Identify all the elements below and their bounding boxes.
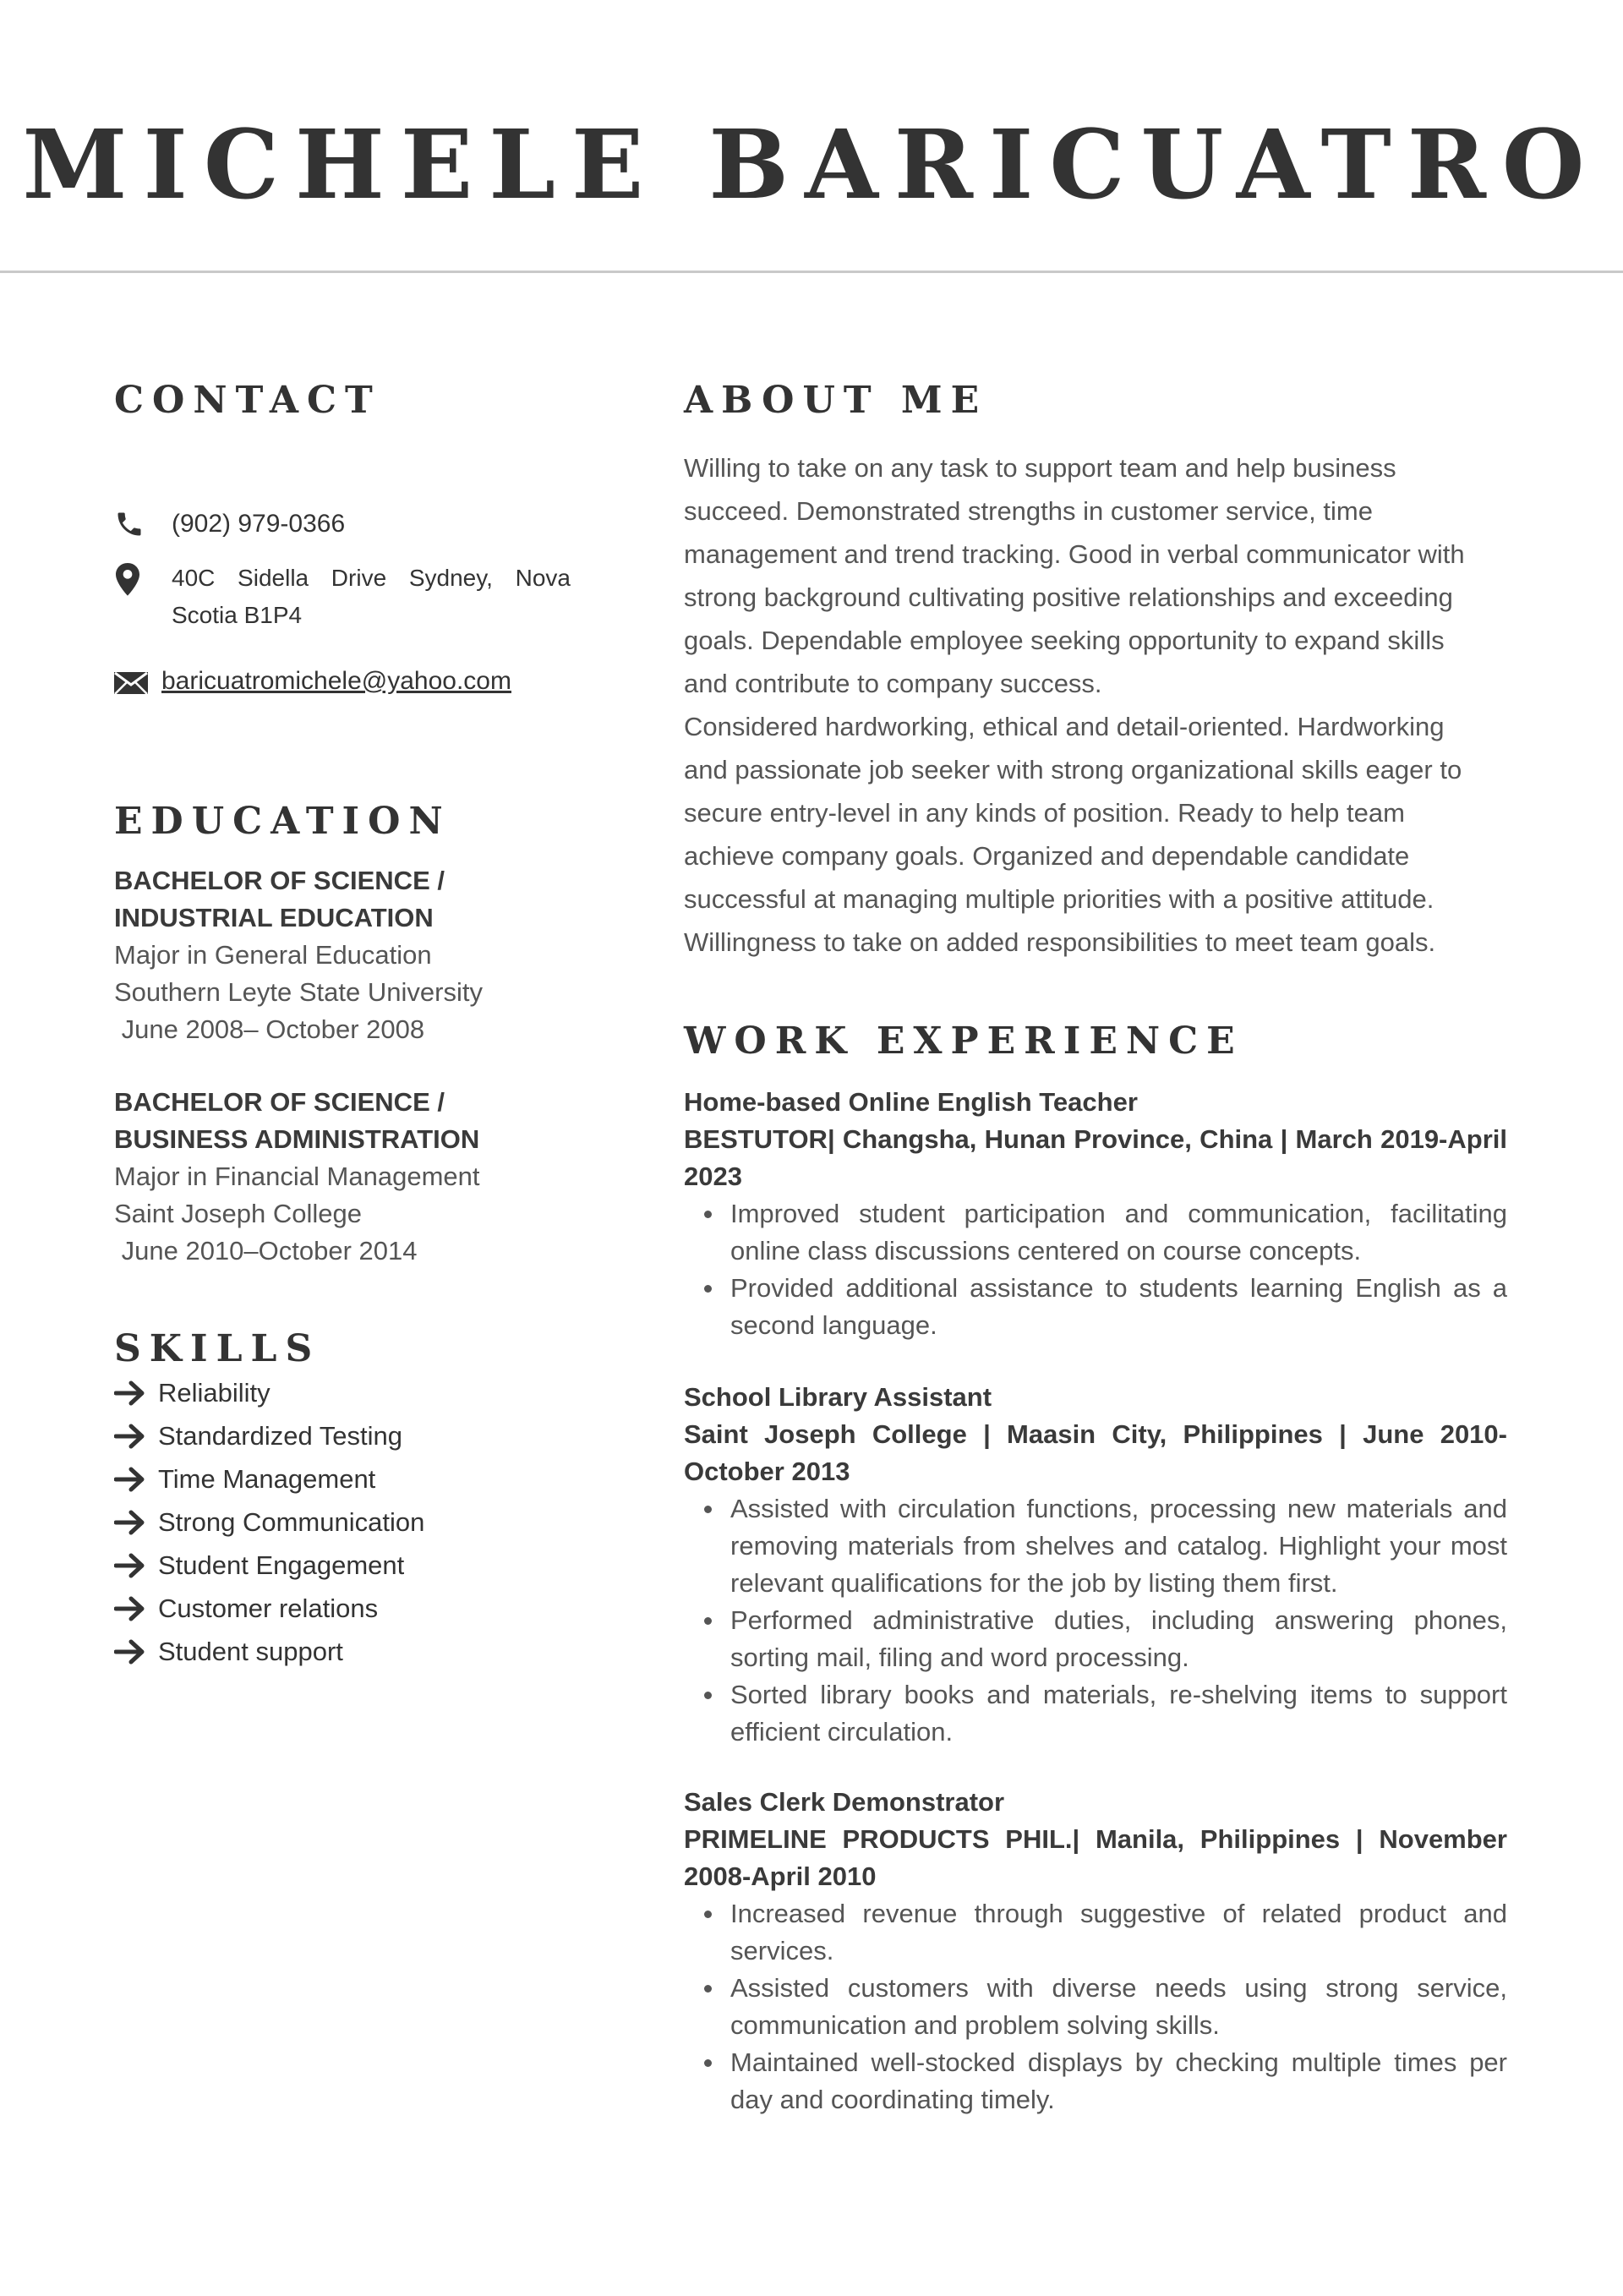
about-title: ABOUT ME (684, 379, 988, 422)
job-title: Sales Clerk Demonstrator (684, 1787, 1005, 1817)
job-entry (684, 1379, 1507, 1751)
about-text (684, 446, 1507, 964)
school-name: Southern Leyte State University (114, 977, 483, 1007)
work-section (684, 1020, 1507, 2114)
bullet-dot (704, 2059, 712, 2067)
bullet-dot (704, 1211, 712, 1218)
job-bullet (684, 1676, 1507, 1751)
skill-item (114, 1587, 571, 1630)
skill-item (114, 1414, 571, 1457)
job-bullet (684, 1270, 1507, 1344)
about-line: Willingness to take on added responsibilities to meet team goals. (684, 927, 1436, 957)
degree-line: BUSINESS ADMINISTRATION (114, 1124, 480, 1154)
bullet-text: Assisted customers with diverse needs using strong service, communication and problem solving skills. (730, 1973, 1507, 2040)
address-line-2: Scotia B1P4 (172, 602, 303, 628)
contact-section (114, 379, 571, 695)
job-bullet (684, 1970, 1507, 2044)
about-line: management and trend tracking. Good in verbal communicator with (684, 539, 1465, 569)
bullet-text: Performed administrative duties, including answering phones, sorting mail, filing and word processing. (730, 1605, 1507, 1672)
bullet-dot (704, 1692, 712, 1699)
skill-item (114, 1371, 571, 1414)
bullet-dot (704, 1285, 712, 1293)
skill-item (114, 1630, 571, 1673)
bullet-text: Increased revenue through suggestive of related product and services. (730, 1899, 1507, 1965)
arrow-right-icon (114, 1424, 158, 1449)
job-bullets (684, 1195, 1507, 1344)
skill-item (114, 1501, 571, 1544)
about-line: successful at managing multiple priorities with a positive attitude. (684, 884, 1434, 914)
address-line-1: 40C Sidella Drive Sydney, Nova (172, 565, 571, 591)
bullet-text: Assisted with circulation functions, processing new materials and removing materials from shelves and catalog. Highlight your most relevant qualifications for the job by listing them first. (730, 1494, 1507, 1598)
bullet-text: Maintained well-stocked displays by checking multiple times per day and coordinating timely. (730, 2047, 1507, 2114)
address-text (172, 560, 571, 634)
education-title: EDUCATION (114, 800, 451, 843)
about-line: secure entry-level in any kinds of position. Ready to help team (684, 798, 1405, 828)
job-entry (684, 1084, 1507, 1344)
bullet-text: Provided additional assistance to students learning English as a second language. (730, 1273, 1507, 1340)
arrow-right-icon (114, 1380, 158, 1406)
education-entry (114, 1084, 571, 1270)
major: Major in Financial Management (114, 1162, 480, 1191)
bullet-text: Improved student participation and communication, facilitating online class discussions centered on course concepts. (730, 1199, 1507, 1266)
job-bullet (684, 1195, 1507, 1270)
job-company: BESTUTOR| Changsha, Hunan Province, China | March 2019-April 2023 (684, 1124, 1507, 1191)
bullet-text: Sorted library books and materials, re-shelving items to support efficient circulation. (730, 1680, 1507, 1747)
education-dates: June 2010–October 2014 (114, 1236, 418, 1266)
job-company: PRIMELINE PRODUCTS PHIL.| Manila, Philippines | November 2008-April 2010 (684, 1824, 1507, 1891)
job-company: Saint Joseph College | Maasin City, Philippines | June 2010-October 2013 (684, 1419, 1507, 1486)
arrow-right-icon (114, 1467, 158, 1492)
major: Major in General Education (114, 940, 432, 970)
about-line: Considered hardworking, ethical and detail-oriented. Hardworking (684, 712, 1445, 741)
job-bullet (684, 1490, 1507, 1602)
bullet-dot (704, 1617, 712, 1625)
skills-title: SKILLS (114, 1327, 321, 1370)
about-line: achieve company goals. Organized and dependable candidate (684, 841, 1410, 871)
skill-item (114, 1544, 571, 1587)
about-line: Willing to take on any task to support team and help business (684, 453, 1396, 483)
skill-label: Customer relations (158, 1593, 379, 1623)
skill-label: Standardized Testing (158, 1420, 402, 1451)
job-bullet (684, 1602, 1507, 1676)
skill-label: Reliability (158, 1377, 270, 1408)
about-line: strong background cultivating positive relationships and exceeding (684, 582, 1453, 612)
email-row (114, 663, 511, 700)
job-entry (684, 1784, 1507, 2118)
bullet-dot (704, 1985, 712, 1993)
contact-title: CONTACT (114, 379, 381, 422)
degree-line: BACHELOR OF SCIENCE / (114, 1087, 445, 1117)
work-title: WORK EXPERIENCE (684, 1020, 1243, 1063)
job-bullet (684, 1895, 1507, 1970)
skill-item (114, 1457, 571, 1501)
degree-line: INDUSTRIAL EDUCATION (114, 903, 434, 932)
skills-section (114, 1327, 571, 1666)
about-line: and passionate job seeker with strong organizational skills eager to (684, 755, 1462, 784)
job-title: School Library Assistant (684, 1382, 992, 1412)
bullet-dot (704, 1911, 712, 1918)
arrow-right-icon (114, 1639, 158, 1665)
candidate-name: MICHELE BARICUATRO (22, 110, 1601, 221)
skill-label: Time Management (158, 1463, 376, 1494)
education-dates: June 2008– October 2008 (114, 1014, 425, 1044)
address-row (114, 560, 571, 634)
arrow-right-icon (114, 1596, 158, 1621)
arrow-right-icon (114, 1553, 158, 1578)
about-section (684, 379, 1507, 957)
education-entry (114, 862, 571, 1048)
resume-header (0, 0, 1623, 273)
job-bullets (684, 1895, 1507, 2118)
education-section (114, 800, 571, 1266)
job-title: Home-based Online English Teacher (684, 1087, 1138, 1117)
skill-label: Student Engagement (158, 1550, 405, 1580)
skill-label: Student support (158, 1636, 343, 1666)
bullet-dot (704, 1506, 712, 1513)
envelope-icon (114, 666, 148, 700)
phone-number: (902) 979-0366 (172, 510, 346, 538)
job-bullets (684, 1490, 1507, 1751)
skills-list (114, 1371, 571, 1673)
about-line: and contribute to company success. (684, 669, 1102, 698)
about-line: succeed. Demonstrated strengths in customer service, time (684, 496, 1373, 526)
phone-row (114, 506, 345, 543)
about-line: goals. Dependable employee seeking opportunity to expand skills (684, 626, 1445, 655)
school-name: Saint Joseph College (114, 1199, 362, 1228)
skill-label: Strong Communication (158, 1506, 425, 1537)
job-bullet (684, 2044, 1507, 2118)
email-link[interactable]: baricuatromichele@yahoo.com (161, 667, 511, 695)
location-pin-icon (114, 563, 148, 597)
arrow-right-icon (114, 1510, 158, 1535)
phone-icon (114, 507, 148, 541)
degree-line: BACHELOR OF SCIENCE / (114, 866, 445, 895)
